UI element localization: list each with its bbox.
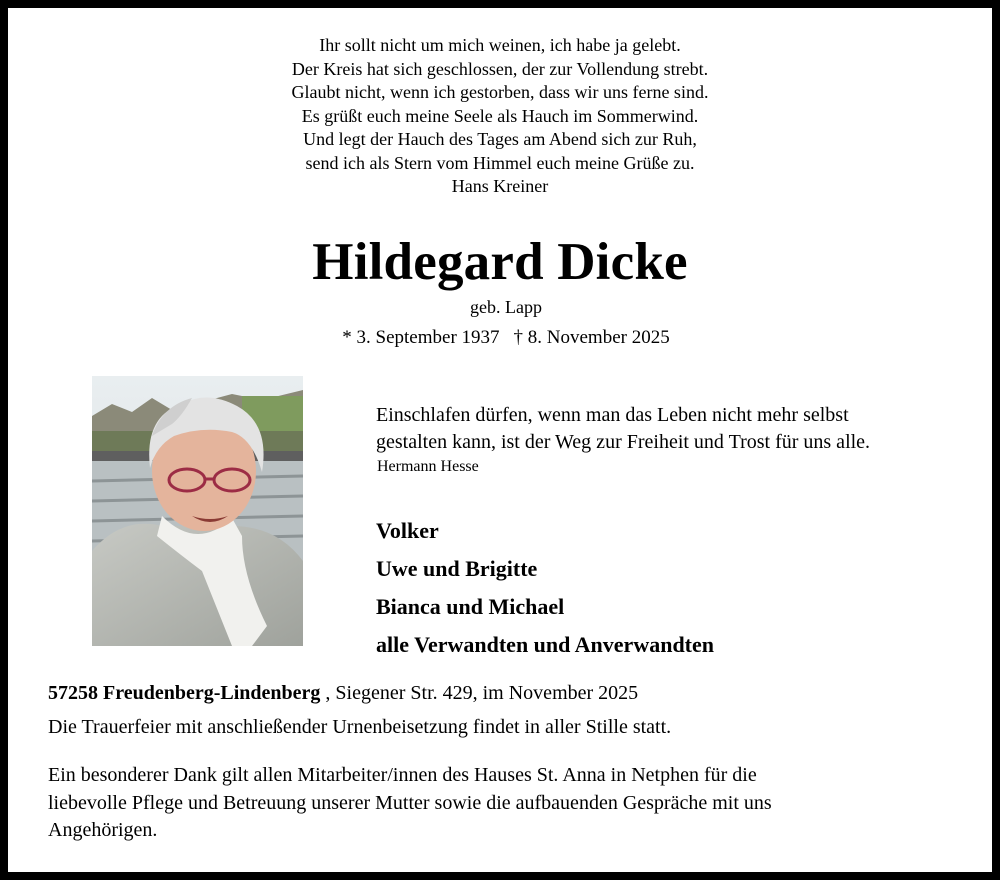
death-date: † 8. November 2025 bbox=[513, 327, 670, 348]
deceased-name: Hildegard Dicke bbox=[312, 233, 688, 291]
thanks-note bbox=[48, 762, 772, 845]
location-line bbox=[48, 680, 638, 706]
poem-line: Glaubt nicht, wenn ich gestorben, dass wir uns ferne sind. bbox=[291, 82, 709, 102]
quote-line: gestalten kann, ist der Weg zur Freiheit und Trost für uns alle. bbox=[376, 431, 871, 453]
poem-line: Und legt der Hauch des Tages am Abend sich zur Ruh, bbox=[303, 129, 697, 149]
poem-line: send ich als Stern vom Himmel euch meine Grüße zu. bbox=[305, 152, 695, 173]
family-member: alle Verwandten und Anverwandten bbox=[376, 632, 715, 657]
poem bbox=[0, 34, 1000, 199]
poem-line: Der Kreis hat sich geschlossen, der zur Vollendung strebt. bbox=[291, 58, 709, 79]
life-dates bbox=[0, 327, 1000, 349]
thanks-line: Angehörigen. bbox=[48, 819, 158, 841]
ceremony-note: Die Trauerfeier mit anschließender Urnenbeisetzung findet in aller Stille statt. bbox=[48, 716, 672, 738]
quote-line: Einschlafen dürfen, wenn man das Leben nicht mehr selbst bbox=[376, 404, 849, 426]
birth-date: * 3. September 1937 bbox=[342, 327, 500, 348]
thanks-line: Ein besonderer Dank gilt allen Mitarbeiter/innen des Hauses St. Anna in Netphen für die bbox=[48, 764, 757, 786]
poem-line: Ihr sollt nicht um mich weinen, ich habe ja gelebt. bbox=[319, 35, 681, 55]
portrait-photo bbox=[92, 376, 303, 646]
family-list bbox=[376, 512, 714, 664]
thanks-line: liebevolle Pflege und Betreuung unserer Mutter sowie die aufbauenden Gespräche mit uns bbox=[48, 791, 772, 814]
poem-author: Hans Kreiner bbox=[451, 176, 549, 196]
family-member: Uwe und Brigitte bbox=[376, 556, 538, 581]
quote bbox=[376, 402, 870, 456]
location-address: , Siegener Str. 429, im November 2025 bbox=[320, 682, 639, 704]
maiden-name: geb. Lapp bbox=[470, 297, 542, 317]
family-member: Volker bbox=[376, 518, 439, 543]
family-member: Bianca und Michael bbox=[376, 594, 565, 619]
poem-line: Es grüßt euch meine Seele als Hauch im Sommerwind. bbox=[301, 105, 699, 126]
portrait-image bbox=[92, 376, 303, 646]
quote-author: Hermann Hesse bbox=[377, 458, 479, 475]
location-place: 57258 Freudenberg-Lindenberg bbox=[48, 682, 321, 704]
